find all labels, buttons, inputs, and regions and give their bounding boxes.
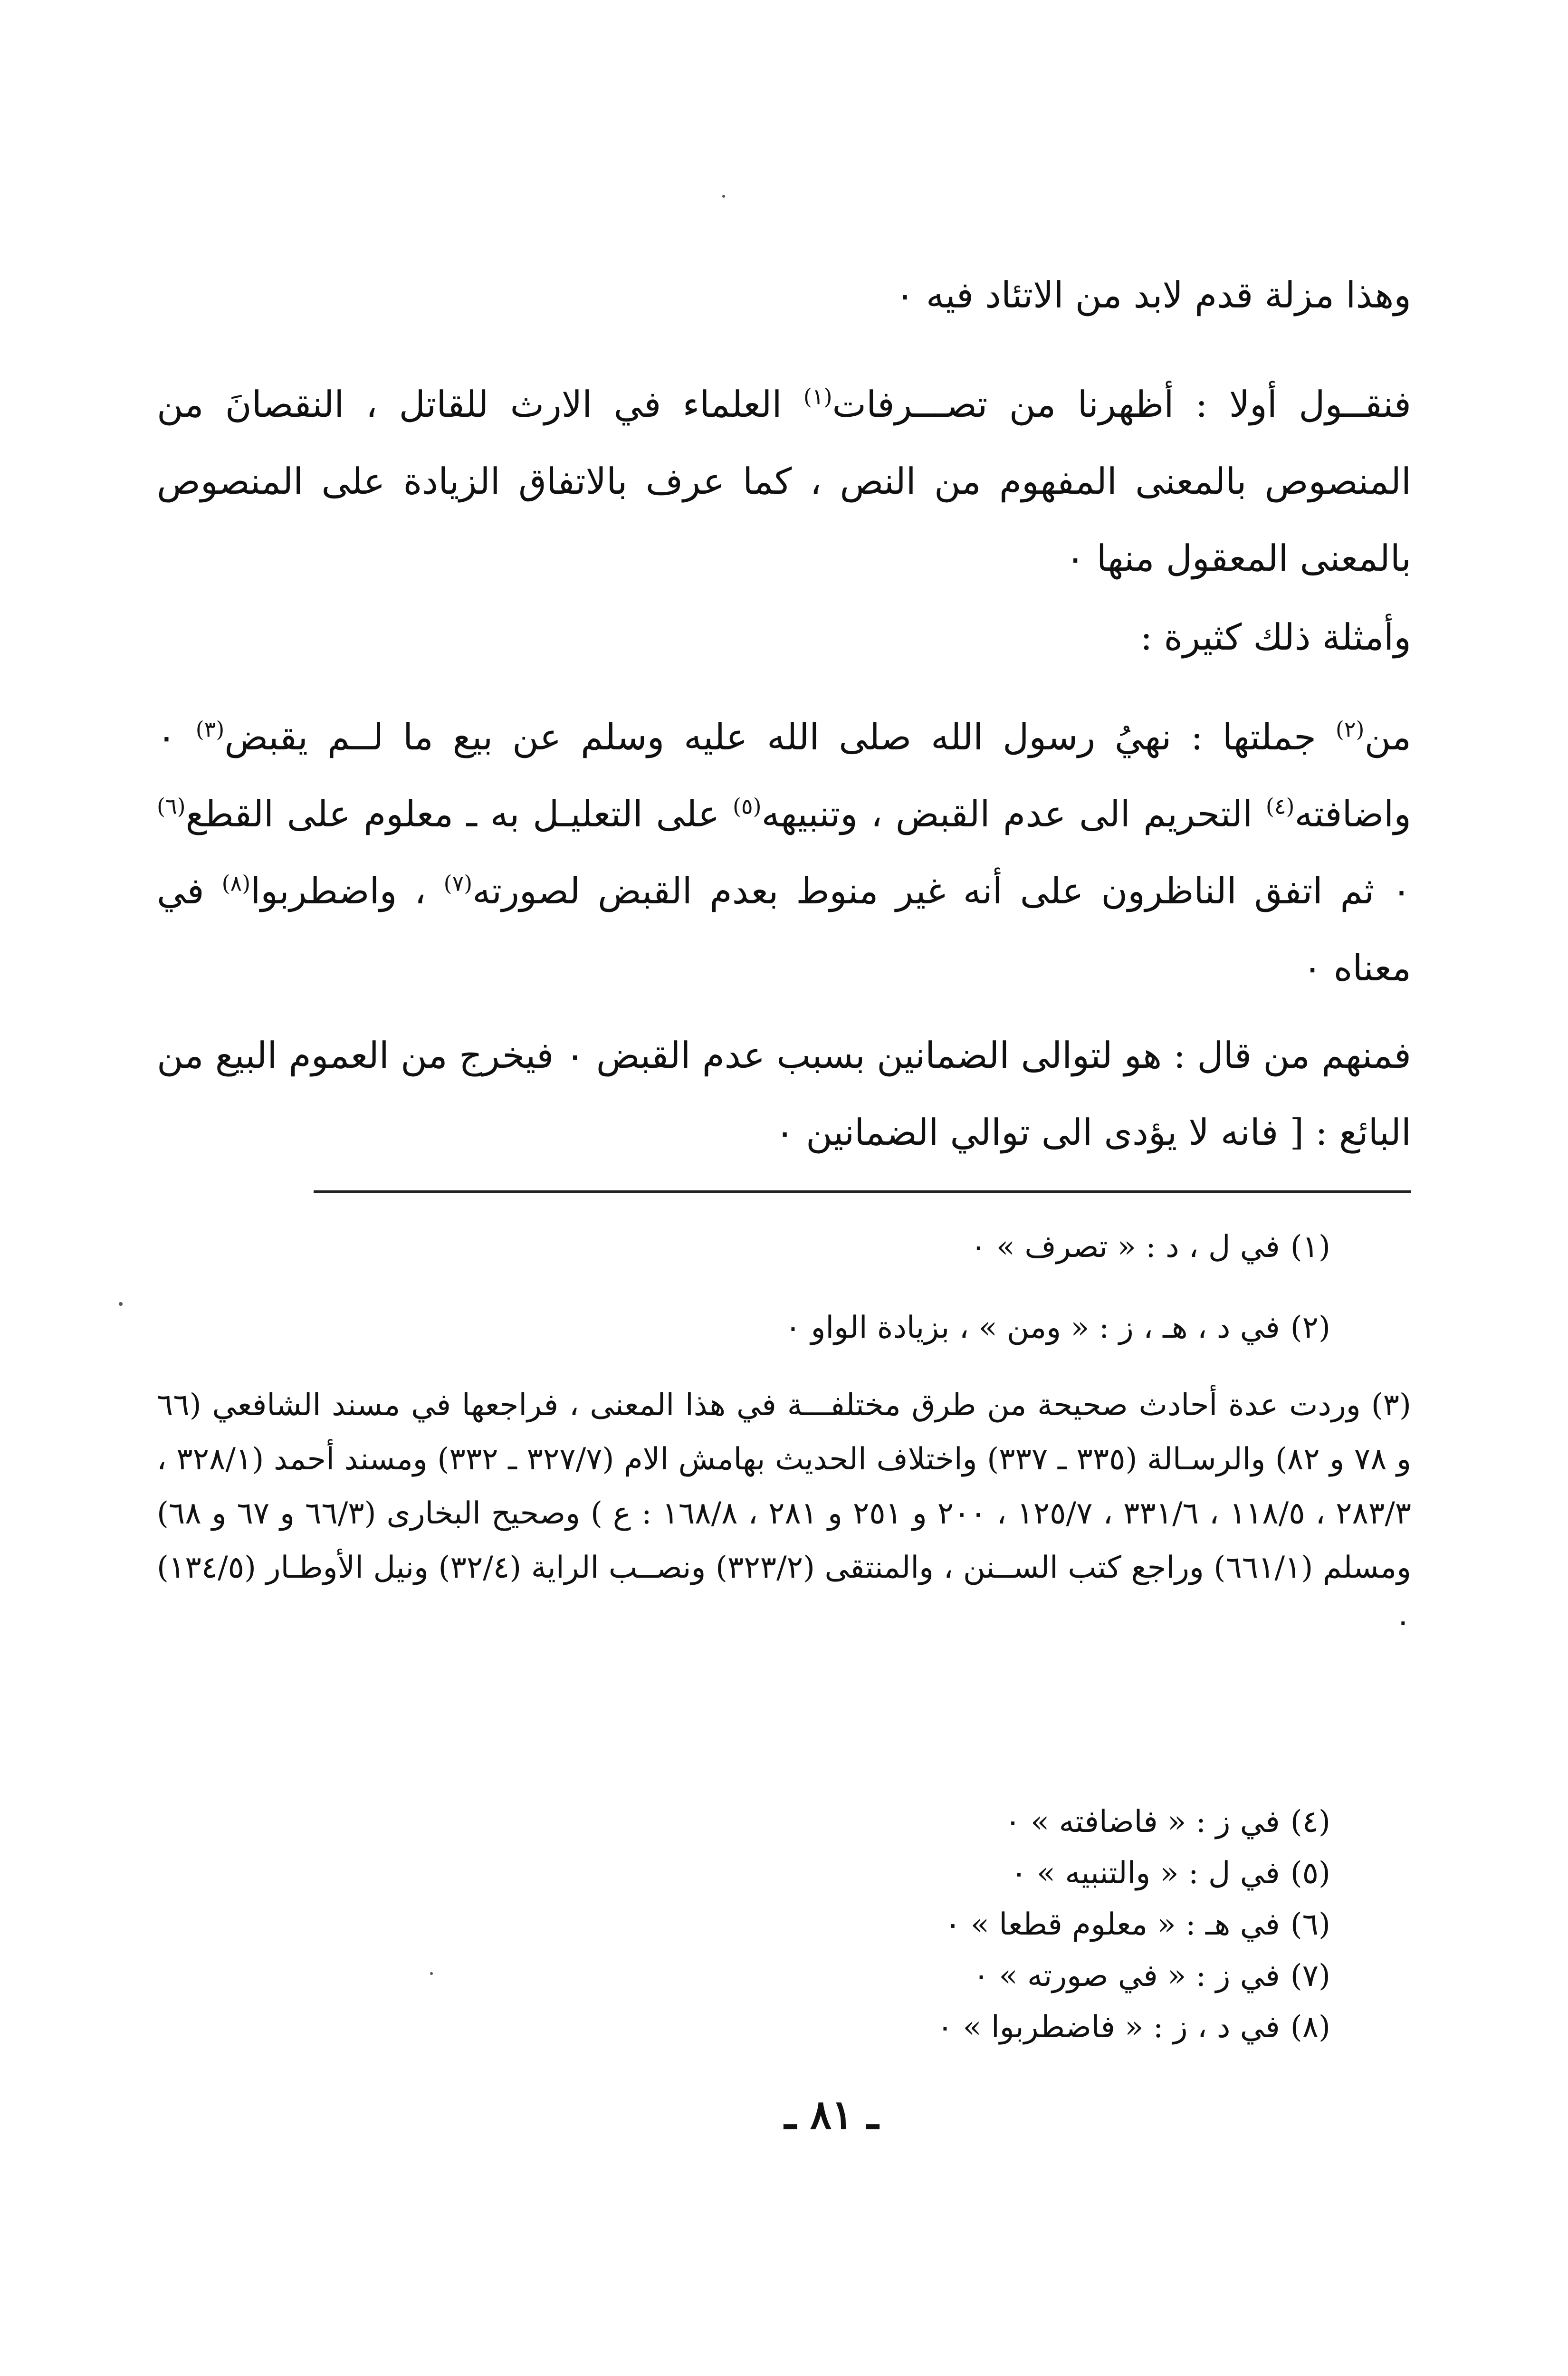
footnote-8 [937, 2002, 1330, 2053]
paragraph-5 [157, 1017, 1411, 1171]
paragraph-4-text-a: من [1364, 716, 1411, 758]
footnote-number: (٥) [1290, 1856, 1330, 1891]
paragraph-2-text-a: فنقــول أولا : أظهرنا من تصـــرفات [832, 383, 1411, 425]
paragraph-4-text-h: في معناه ٠ [157, 870, 1411, 989]
footnote-number: (٤) [1290, 1804, 1330, 1839]
footnote-number: (٨) [1290, 2010, 1330, 2045]
footnote-text: في ز : « في صورته » ٠ [973, 1958, 1280, 1993]
footnote-4 [1004, 1796, 1330, 1848]
footnote-marker-3: (٣) [195, 716, 225, 742]
paragraph-1 [157, 257, 1411, 334]
scan-speck [430, 1972, 433, 1975]
paragraph-3 [157, 599, 1411, 676]
footnote-text: في ز : « فاضافته » ٠ [1004, 1804, 1280, 1839]
footnote-text: في ل ، د : « تصرف » ٠ [970, 1229, 1280, 1265]
footnote-text: في د ، هـ ، ز : « ومن » ، بزيادة الواو ٠ [784, 1310, 1280, 1345]
scan-speck [119, 1302, 123, 1306]
footnote-2 [785, 1302, 1330, 1353]
footnote-6 [945, 1899, 1330, 1950]
paragraph-4-text-e: على التعليـل به ـ معلوم على القطع [185, 793, 720, 835]
paragraph-4-text-c: ٠ واضافته [157, 716, 1411, 835]
footnote-number: (٢) [1290, 1310, 1330, 1345]
paragraph-5-text: فمنهم من قال : هو لتوالى الضمانين بسبب عدم القبض ٠ فيخرج من العموم البيع من البائع : [ فانه لا يؤدى الى توالي الضمانين ٠ [157, 1034, 1411, 1153]
footnote-1 [970, 1221, 1330, 1273]
footnote-text: وردت عدة أحادث صحيحة من طرق مختلفـــة في هذا المعنى ، فراجعها في مسند الشافعي (٦٦ و ٧٨ و ٨٢) والرسـالة (٣٣٥ ـ ٣٣٧) واختلاف الحديث بهامش الام (٣٢٧/٧ ـ ٣٣٢) ومسند أحمد (٣٢٨/١ ، ٢٨٣/٣ ، ١١٨/٥ ، ٣٣١/٦ ، ١٢٥/٧ ، ٢٠٠ و ٢٥١ و ٢٨١ ، ١٦٨/٨ : ع ) وصحيح البخارى (٦٦/٣ و ٦٧ و ٦٨) ومسلم (٦٦١/١) وراجع كتب الســنن ، والمنتقى (٣٢٣/٢) ونصــب الراية (٣٢/٤) ونيل الأوطـار (١٣٤/٥) ٠ [157, 1388, 1412, 1639]
paragraph-4-text-g: ، واضطربوا [250, 870, 426, 912]
footnote-number: (٧) [1290, 1958, 1330, 1993]
scan-speck [722, 195, 725, 198]
footnote-number: (٣) [1371, 1388, 1411, 1423]
footnote-7 [973, 1950, 1330, 2002]
footnote-marker-5: (٥) [732, 793, 762, 819]
paragraph-2 [157, 366, 1411, 597]
page-number: ـ ٨١ ـ [784, 2091, 879, 2138]
footnote-marker-7: (٧) [443, 870, 473, 896]
footnote-text: في ل : « والتنبيه » ٠ [1011, 1856, 1280, 1891]
footnote-text: في د ، ز : « فاضطربوا » ٠ [937, 2010, 1280, 2045]
footnote-separator [314, 1190, 1411, 1193]
paragraph-4-text-b: جملتها : نهيُ رسول الله صلى الله عليه وسلم عن بيع ما لــم يقبض [224, 716, 1316, 758]
paragraph-1-text: وهذا مزلة قدم لابد من الاتئاد فيه ٠ [895, 274, 1411, 316]
footnote-marker-1: (١) [803, 383, 832, 410]
paragraph-2-text-b: العلماء في الارث للقاتل ، النقصانَ من المنصوص بالمعنى المفهوم من النص ، كما عرف بالاتفاق الزيادة على المنصوص بالمعنى المعقول منها ٠ [157, 383, 1411, 579]
footnote-text: في هـ : « معلوم قطعا » ٠ [945, 1907, 1280, 1942]
paragraph-3-text: وأمثلة ذلك كثيرة : [1140, 616, 1411, 658]
footnote-marker-2: (٢) [1335, 716, 1365, 742]
footnote-5 [1011, 1848, 1330, 1899]
footnote-marker-8: (٨) [221, 870, 251, 896]
footnote-3 [157, 1378, 1411, 1649]
paragraph-4 [157, 699, 1411, 1006]
footnote-marker-4: (٤) [1265, 793, 1295, 819]
paragraph-4-text-d: التحريم الى عدم القبض ، وتنبيهه [761, 793, 1253, 835]
footnote-number: (٦) [1290, 1907, 1330, 1942]
footnote-marker-6: (٦) [157, 793, 186, 819]
footnote-number: (١) [1290, 1229, 1330, 1265]
paragraph-4-text-f: ٠ ثم اتفق الناظرون على أنه غير منوط بعدم القبض لصورته [472, 870, 1411, 912]
